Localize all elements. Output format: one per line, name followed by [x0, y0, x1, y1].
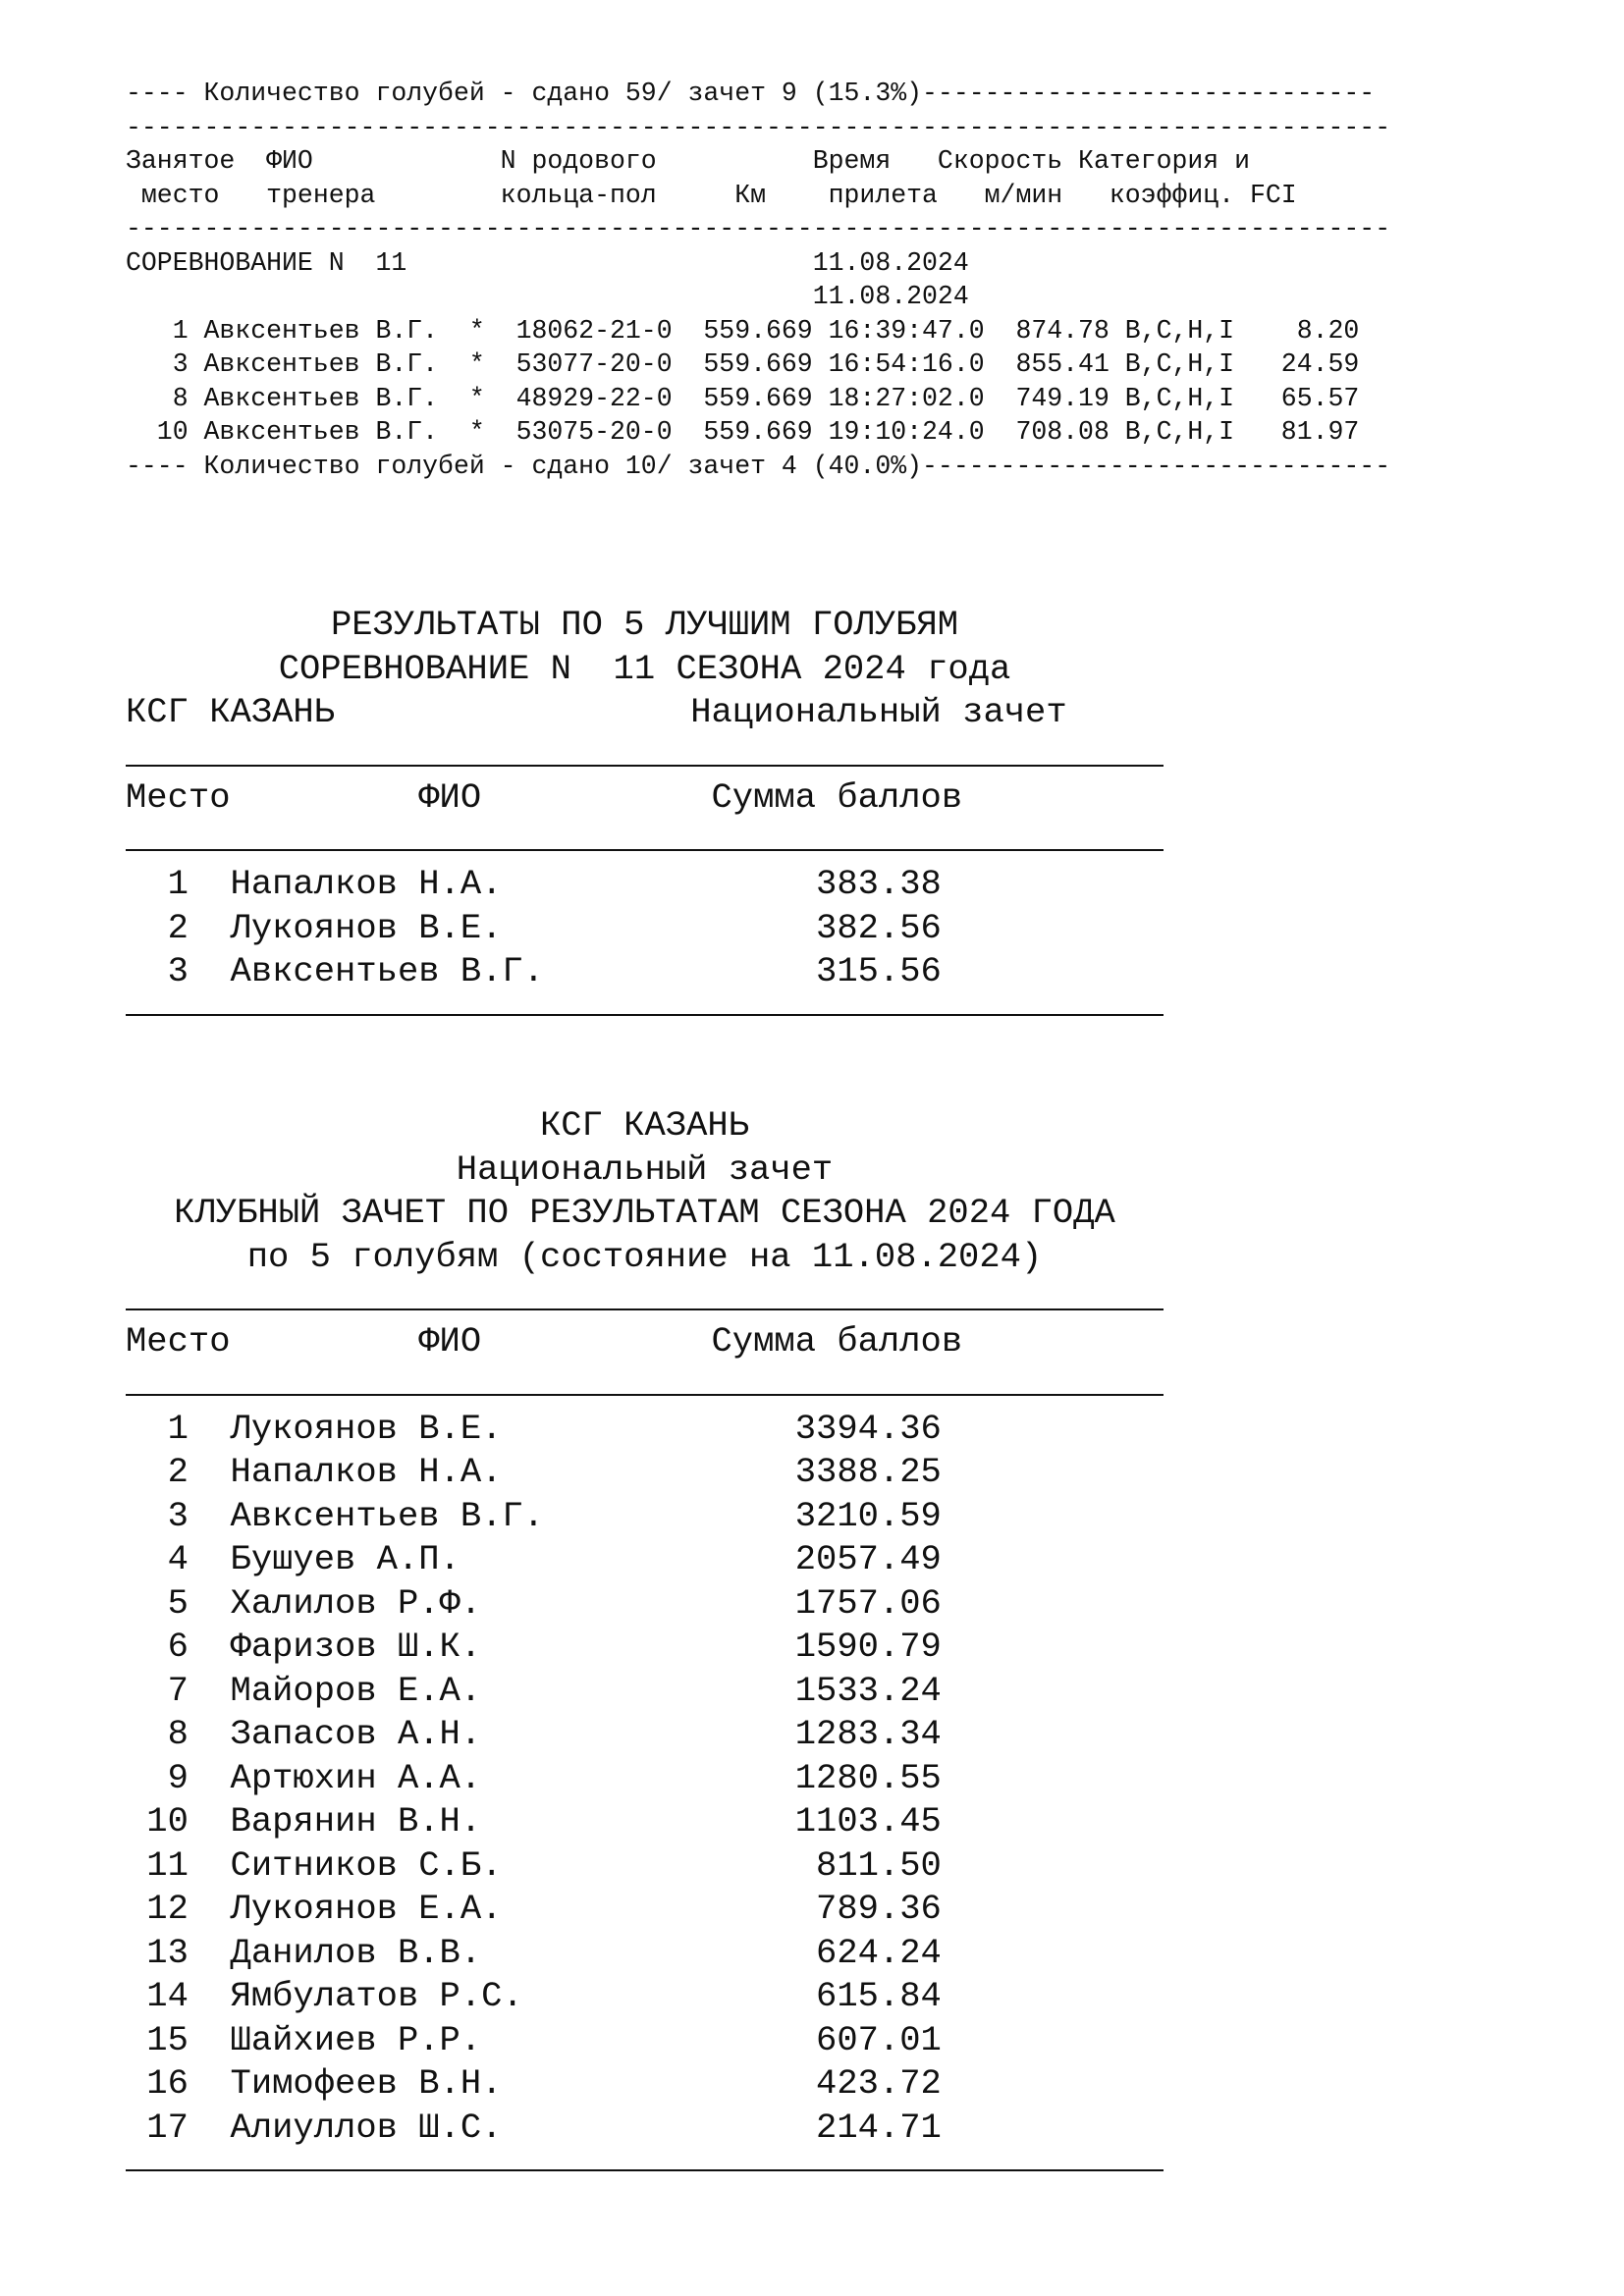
- best5-subtitle: СОРЕВНОВАНИЕ N 11 СЕЗОНА 2024 года: [278, 648, 1011, 689]
- club-subtitle: Национальный зачет: [456, 1148, 834, 1190]
- competition-title-line: СОРЕВНОВАНИЕ N 11 11.08.2024: [126, 247, 969, 278]
- best5-table-header: Место ФИО Сумма баллов: [126, 776, 963, 818]
- standing-row: 12 Лукоянов Е.А. 789.36: [126, 1889, 942, 1929]
- standing-row: 14 Ямбулатов Р.С. 615.84: [126, 1976, 942, 2016]
- competition-results-section: [126, 77, 1390, 483]
- competition-date-line: 11.08.2024: [126, 282, 969, 311]
- best5-results-section: [126, 604, 1166, 1016]
- result-row: 3 Авксентьев В.Г. * 53077-20-0 559.669 16:54:16.0 855.41 B,C,H,I 24.59: [126, 349, 1360, 379]
- standing-row: 4 Бушуев А.П. 2057.49: [126, 1539, 942, 1579]
- standing-row: 16 Тимофеев В.Н. 423.72: [126, 2063, 942, 2104]
- standing-row: 2 Напалков Н.А. 3388.25: [126, 1452, 942, 1492]
- competition-summary-line: ---- Количество голубей - сдано 10/ зачет 4 (40.0%)------------------------------: [126, 451, 1391, 481]
- standing-row: 7 Майоров Е.А. 1533.24: [126, 1670, 942, 1711]
- standing-row: 13 Данилов В.В. 624.24: [126, 1932, 942, 1973]
- standing-row: 15 Шайхиев Р.Р. 607.01: [126, 2019, 942, 2060]
- table-header-line-2: место тренера кольца-пол Км прилета м/мин коэффиц. FCI: [126, 180, 1297, 210]
- club-table-header: Место ФИО Сумма баллов: [126, 1321, 963, 1362]
- standing-row: 10 Варянин В.Н. 1103.45: [126, 1801, 942, 1842]
- standing-row: 3 Авксентьев В.Г. 3210.59: [126, 1495, 942, 1536]
- standing-row: 5 Халилов Р.Ф. 1757.06: [126, 1582, 942, 1624]
- separator-line: ---------------------------------------------------------------------------------: [126, 112, 1391, 142]
- table-header-line-1: Занятое ФИО N родового Время Скорость Категория и: [126, 146, 1250, 176]
- club-season-title: КЛУБНЫЙ ЗАЧЕТ ПО РЕЗУЛЬТАТАМ СЕЗОНА 2024 ГОДА: [174, 1193, 1115, 1233]
- divider: [126, 1364, 1164, 1396]
- club-season-section: [126, 1104, 1166, 2171]
- best5-row: 1 Напалков Н.А. 383.38: [126, 864, 942, 904]
- result-row: 1 Авксентьев В.Г. * 18062-21-0 559.669 16:39:47.0 874.78 B,C,H,I 8.20: [126, 315, 1360, 346]
- best5-row: 2 Лукоянов В.Е. 382.56: [126, 907, 942, 948]
- divider: [126, 1279, 1164, 1310]
- standing-row: 17 Алиуллов Ш.С. 214.71: [126, 2107, 942, 2148]
- club-state-line: по 5 голубям (состояние на 11.08.2024): [246, 1236, 1043, 1277]
- result-row: 10 Авксентьев В.Г. * 53075-20-0 559.669 19:10:24.0 708.08 B,C,H,I 81.97: [126, 417, 1360, 447]
- previous-summary-line: ---- Количество голубей - сдано 59/ зачет 9 (15.3%)-----------------------------: [126, 79, 1376, 108]
- divider: [126, 994, 1164, 1016]
- standing-row: 8 Запасов А.Н. 1283.34: [126, 1714, 942, 1754]
- result-row: 8 Авксентьев В.Г. * 48929-22-0 559.669 18:27:02.0 749.19 B,C,H,I 65.57: [126, 383, 1360, 413]
- standing-row: 11 Ситников С.Б. 811.50: [126, 1844, 942, 1886]
- standing-row: 9 Артюхин А.А. 1280.55: [126, 1757, 942, 1798]
- separator-line: ---------------------------------------------------------------------------------: [126, 214, 1391, 243]
- divider: [126, 2150, 1164, 2171]
- club-title: КСГ КАЗАНЬ: [539, 1105, 750, 1146]
- best5-title: РЕЗУЛЬТАТЫ ПО 5 ЛУЧШИМ ГОЛУБЯМ: [330, 605, 959, 645]
- best5-club-line: КСГ КАЗАНЬ Национальный зачет: [126, 692, 1067, 732]
- club-standings-list: [126, 1408, 1166, 2151]
- best5-row: 3 Авксентьев В.Г. 315.56: [126, 951, 942, 991]
- standing-row: 6 Фаризов Ш.К. 1590.79: [126, 1627, 942, 1667]
- divider: [126, 820, 1164, 851]
- divider: [126, 735, 1164, 767]
- standing-row: 1 Лукоянов В.Е. 3394.36: [126, 1408, 942, 1449]
